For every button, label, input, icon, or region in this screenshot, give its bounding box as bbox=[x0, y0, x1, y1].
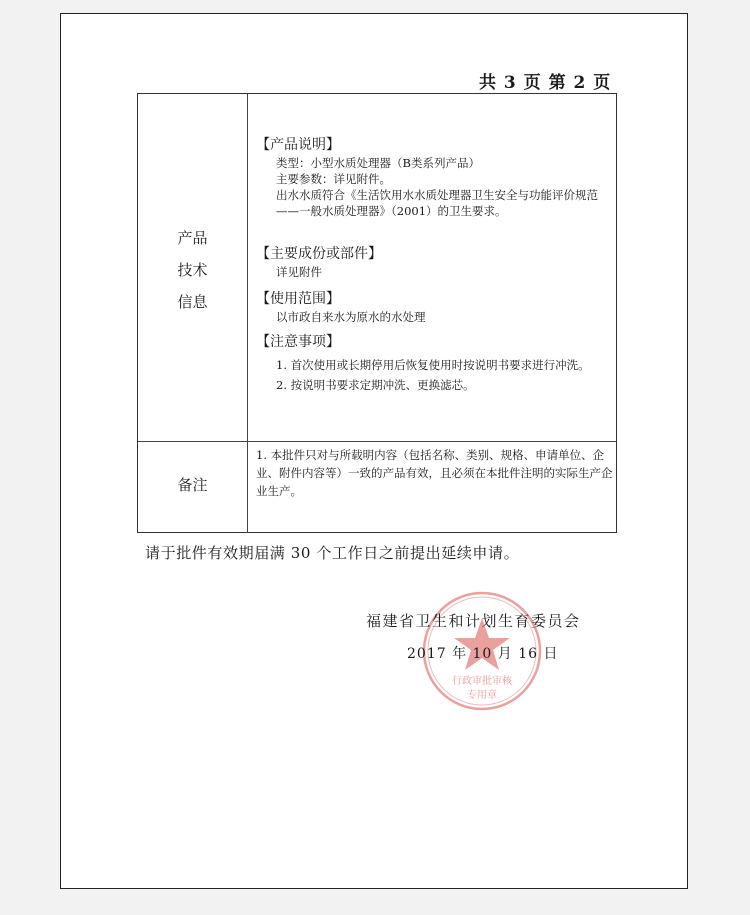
product-type-line: 类型：小型水质处理器（B类系列产品） bbox=[276, 156, 480, 170]
label-line-1: 产品 bbox=[177, 229, 208, 247]
product-tech-info-label bbox=[138, 222, 247, 318]
notice-item-2: 2. 按说明书要求定期冲洗、更换滤芯。 bbox=[276, 378, 475, 392]
scope-section bbox=[256, 289, 616, 325]
components-line: 详见附件 bbox=[276, 265, 322, 279]
label-line-3: 信息 bbox=[177, 293, 208, 311]
section-heading: 【使用范围】 bbox=[256, 291, 340, 307]
section-heading: 【主要成份或部件】 bbox=[256, 246, 382, 262]
notices-section bbox=[256, 332, 616, 393]
document-page bbox=[60, 13, 688, 889]
product-description-section bbox=[256, 135, 616, 219]
renewal-notice: 请于批件有效期届满 30 个工作日之前提出延续申请。 bbox=[145, 544, 520, 562]
page-count: 共 3 页 第 2 页 bbox=[479, 73, 612, 93]
product-info-table bbox=[137, 93, 617, 533]
table-column-divider bbox=[247, 94, 248, 532]
section-heading: 【产品说明】 bbox=[256, 137, 340, 153]
remarks-label: 备注 bbox=[177, 476, 208, 494]
product-params-line: 主要参数：详见附件。 bbox=[276, 172, 391, 186]
label-line-2: 技术 bbox=[177, 261, 208, 279]
issuing-authority: 福建省卫生和计划生育委员会 bbox=[366, 612, 581, 630]
remarks-text: 1. 本批件只对与所载明内容（包括名称、类别、规格、申请单位、企业、附件内容等）一致的产品有效，且必须在本批件注明的实际生产企业生产。 bbox=[256, 448, 613, 498]
issue-date: 2017 年 10 月 16 日 bbox=[407, 646, 559, 662]
components-section bbox=[256, 244, 616, 280]
water-quality-line: 出水水质符合《生活饮用水水质处理器卫生安全与功能评价规范——一般水质处理器》（2001）的卫生要求。 bbox=[276, 188, 598, 218]
section-heading: 【注意事项】 bbox=[256, 334, 340, 350]
notice-item-1: 1. 首次使用或长期停用后恢复使用时按说明书要求进行冲洗。 bbox=[276, 358, 590, 372]
seal-inner-text-2: 专用章 bbox=[467, 690, 497, 701]
table-row-divider bbox=[138, 441, 616, 442]
seal-inner-text-1: 行政审批审核 bbox=[452, 676, 512, 687]
scope-line: 以市政自来水为原水的水处理 bbox=[276, 310, 426, 324]
